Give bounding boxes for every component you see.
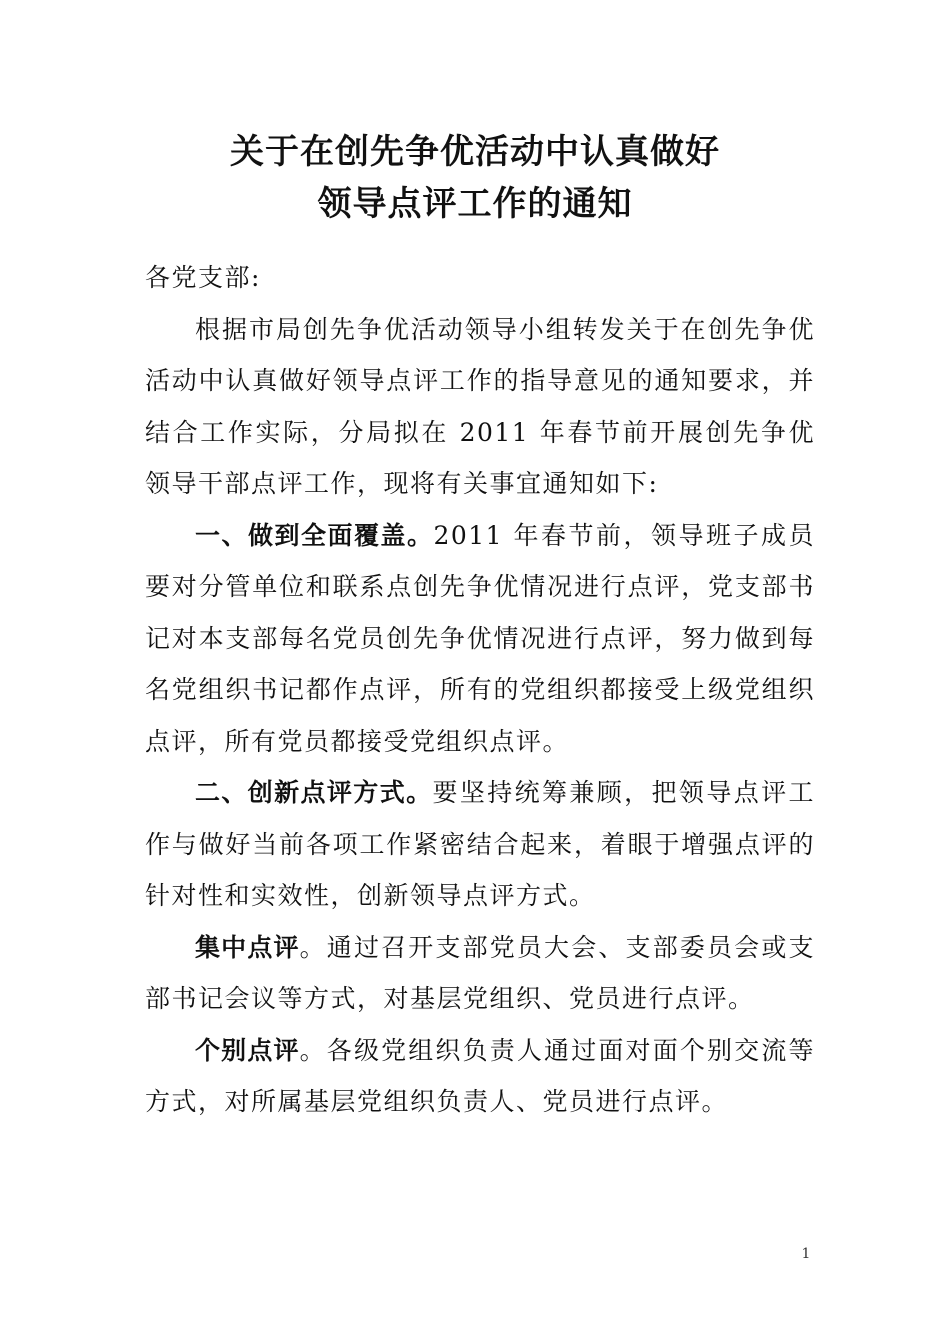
section-text-1: 2011 年春节前，领导班子成员要对分管单位和联系点创先争优情况进行点评，党支部书记对本支部每名党员创先争优情况进行点评，努力做到每名党组织书记都作点评，所有的党组织都接受上级党组织点评，所有党员都接受党组织点评。 xyxy=(145,520,815,756)
section-text-2: 要坚持统筹兼顾，把领导点评工作与做好当前各项工作紧密结合起来，着眼于增强点评的针对性和实效性，创新领导点评方式。 xyxy=(145,778,815,910)
page-number: 1 xyxy=(801,1246,811,1262)
section-paragraph-3 xyxy=(145,922,815,1025)
section-text-3: 。通过召开支部党员大会、支部委员会或支部书记会议等方式，对基层党组织、党员进行点评。 xyxy=(145,932,815,1013)
section-paragraph-1 xyxy=(145,510,815,768)
document-title-line-1: 关于在创先争优活动中认真做好 xyxy=(230,132,720,172)
document-title-line-2: 领导点评工作的通知 xyxy=(317,184,633,224)
section-text-4: 。各级党组织负责人通过面对面个别交流等方式，对所属基层党组织负责人、党员进行点评。 xyxy=(145,1035,815,1116)
section-paragraph-2 xyxy=(145,767,815,922)
section-heading-2: 二、创新点评方式。 xyxy=(195,778,433,807)
salutation: 各党支部: xyxy=(145,263,261,292)
document-body xyxy=(145,252,815,1128)
section-heading-3: 集中点评 xyxy=(195,932,300,962)
intro-paragraph: 根据市局创先争优活动领导小组转发关于在创先争优活动中认真做好领导点评工作的指导意见的通知要求，并结合工作实际，分局拟在 2011 年春节前开展创先争优领导干部点评工作，现将有关事宜通知如下: xyxy=(145,314,815,498)
section-heading-1: 一、做到全面覆盖。 xyxy=(195,520,434,550)
section-paragraph-4 xyxy=(145,1025,815,1128)
section-heading-4: 个别点评 xyxy=(195,1035,300,1065)
